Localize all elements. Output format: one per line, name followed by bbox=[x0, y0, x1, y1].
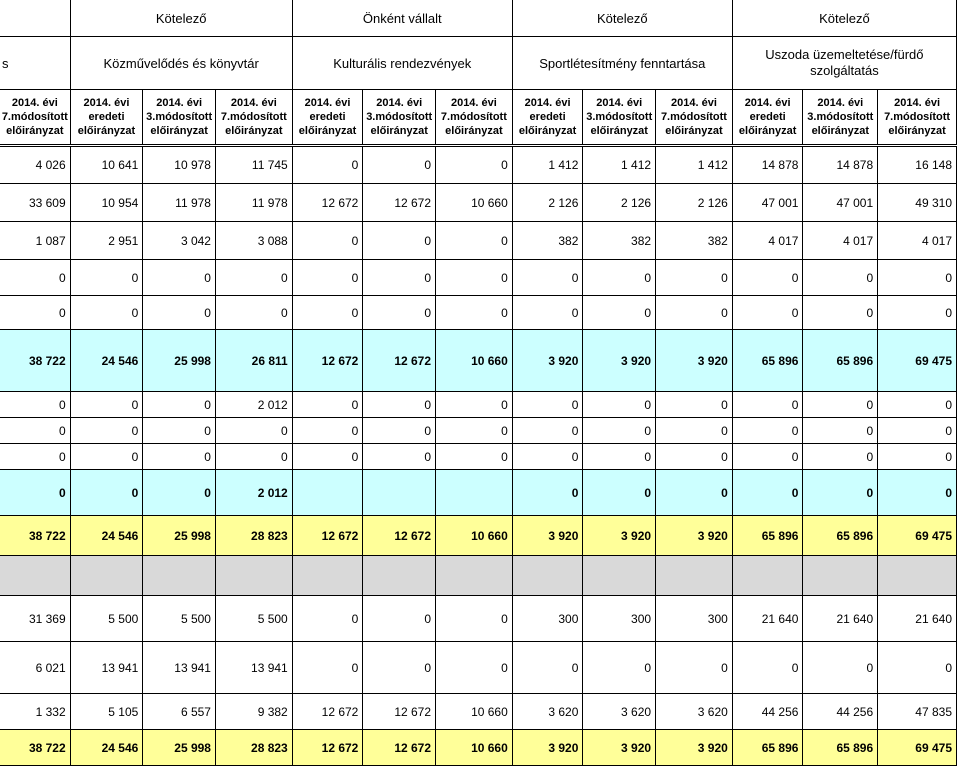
header-cell-empty bbox=[0, 0, 70, 37]
table-cell: 0 bbox=[436, 596, 513, 642]
table-cell: 0 bbox=[656, 260, 733, 296]
column-header bbox=[0, 90, 70, 146]
table-cell: 300 bbox=[656, 596, 733, 642]
table-cell: 0 bbox=[363, 444, 436, 470]
column-header-line: előirányzat bbox=[445, 125, 503, 137]
table-cell bbox=[436, 470, 513, 516]
table-cell: 0 bbox=[583, 392, 656, 418]
table-cell: 0 bbox=[363, 642, 436, 694]
column-header-line: 2014. évi bbox=[671, 97, 717, 109]
table-cell: 14 878 bbox=[732, 146, 803, 184]
table-cell: 5 500 bbox=[215, 596, 292, 642]
column-header-line: eredeti bbox=[529, 111, 566, 123]
table-cell: 69 475 bbox=[878, 516, 957, 556]
table-cell bbox=[512, 556, 583, 596]
function-header-cut: s bbox=[0, 37, 70, 90]
table-cell: 0 bbox=[732, 444, 803, 470]
column-header-line: előirányzat bbox=[888, 125, 946, 137]
table-cell: 0 bbox=[215, 418, 292, 444]
table-cell: 382 bbox=[583, 222, 656, 260]
table-cell: 10 660 bbox=[436, 330, 513, 392]
table-cell: 26 811 bbox=[215, 330, 292, 392]
table-cell: 12 672 bbox=[363, 516, 436, 556]
table-cell: 3 920 bbox=[583, 330, 656, 392]
table-cell bbox=[878, 556, 957, 596]
column-header-line: 2014. évi bbox=[156, 97, 203, 109]
table-cell: 3 620 bbox=[583, 694, 656, 730]
table-cell: 12 672 bbox=[363, 330, 436, 392]
table-cell: 6 021 bbox=[0, 642, 70, 694]
table-cell: 44 256 bbox=[732, 694, 803, 730]
table-cell: 0 bbox=[732, 418, 803, 444]
table-cell: 0 bbox=[436, 418, 513, 444]
table-cell: 0 bbox=[70, 418, 143, 444]
table-cell: 65 896 bbox=[803, 730, 878, 766]
table-cell: 24 546 bbox=[70, 516, 143, 556]
table-cell bbox=[803, 556, 878, 596]
table-cell: 0 bbox=[436, 642, 513, 694]
table-cell bbox=[292, 470, 363, 516]
column-header-line: előirányzat bbox=[150, 125, 208, 137]
table-cell: 0 bbox=[583, 418, 656, 444]
group-header-2: Önként vállalt bbox=[292, 0, 512, 37]
table-cell: 0 bbox=[143, 470, 216, 516]
table-cell: 10 660 bbox=[436, 730, 513, 766]
table-cell: 300 bbox=[512, 596, 583, 642]
table-cell: 16 148 bbox=[878, 146, 957, 184]
column-header-line: eredeti bbox=[309, 111, 346, 123]
column-header-line: eredeti bbox=[749, 111, 786, 123]
table-cell: 11 978 bbox=[143, 184, 216, 222]
table-cell: 1 412 bbox=[656, 146, 733, 184]
table-cell: 11 978 bbox=[215, 184, 292, 222]
table-cell bbox=[0, 556, 70, 596]
table-row bbox=[0, 146, 957, 184]
table-cell: 12 672 bbox=[292, 330, 363, 392]
table-cell: 0 bbox=[803, 392, 878, 418]
column-header bbox=[732, 90, 803, 146]
table-cell: 0 bbox=[436, 392, 513, 418]
column-header-line: 2014. évi bbox=[524, 97, 571, 109]
table-cell: 10 641 bbox=[70, 146, 143, 184]
table-cell: 0 bbox=[215, 260, 292, 296]
table-cell: 6 557 bbox=[143, 694, 216, 730]
table-cell: 65 896 bbox=[732, 330, 803, 392]
column-header bbox=[878, 90, 957, 146]
column-header-row bbox=[0, 90, 957, 146]
table-cell: 5 500 bbox=[70, 596, 143, 642]
column-header-line: 2014. évi bbox=[11, 97, 58, 109]
column-header-line: előirányzat bbox=[6, 125, 64, 137]
table-cell: 0 bbox=[512, 418, 583, 444]
table-cell: 12 672 bbox=[292, 694, 363, 730]
table-cell: 21 640 bbox=[803, 596, 878, 642]
column-header-line: 3.módosított bbox=[807, 111, 874, 123]
table-cell: 0 bbox=[878, 642, 957, 694]
column-header bbox=[292, 90, 363, 146]
table-cell: 3 920 bbox=[512, 330, 583, 392]
table-cell: 0 bbox=[803, 470, 878, 516]
column-header-line: 2014. évi bbox=[817, 97, 864, 109]
function-header-4: Uszoda üzemeltetése/fürdő szolgáltatás bbox=[732, 37, 956, 90]
column-header-line: 2014. évi bbox=[596, 97, 643, 109]
table-cell: 0 bbox=[363, 418, 436, 444]
table-cell: 3 620 bbox=[656, 694, 733, 730]
table-cell: 0 bbox=[363, 596, 436, 642]
table-cell: 0 bbox=[70, 444, 143, 470]
table-cell: 0 bbox=[732, 470, 803, 516]
table-cell: 25 998 bbox=[143, 516, 216, 556]
table-row bbox=[0, 418, 957, 444]
table-cell: 0 bbox=[143, 444, 216, 470]
table-cell: 0 bbox=[292, 642, 363, 694]
table-cell: 0 bbox=[732, 296, 803, 330]
table-cell: 0 bbox=[292, 296, 363, 330]
table-cell: 2 012 bbox=[215, 470, 292, 516]
table-cell: 0 bbox=[656, 418, 733, 444]
table-cell: 38 722 bbox=[0, 516, 70, 556]
table-cell: 3 920 bbox=[512, 730, 583, 766]
table-cell: 38 722 bbox=[0, 330, 70, 392]
table-cell: 0 bbox=[292, 260, 363, 296]
table-cell: 65 896 bbox=[732, 730, 803, 766]
table-cell: 0 bbox=[292, 222, 363, 260]
table-cell: 0 bbox=[878, 260, 957, 296]
table-cell: 10 660 bbox=[436, 184, 513, 222]
column-header bbox=[70, 90, 143, 146]
table-cell: 38 722 bbox=[0, 730, 70, 766]
column-header-line: 2014. évi bbox=[450, 97, 497, 109]
table-cell: 0 bbox=[512, 444, 583, 470]
group-header-1: Kötelező bbox=[70, 0, 292, 37]
table-cell: 0 bbox=[215, 444, 292, 470]
table-cell: 0 bbox=[143, 296, 216, 330]
table-cell: 0 bbox=[0, 418, 70, 444]
table-cell: 49 310 bbox=[878, 184, 957, 222]
column-header-line: 2014. évi bbox=[230, 97, 277, 109]
column-header-line: 2014. évi bbox=[894, 97, 940, 109]
table-body bbox=[0, 146, 957, 766]
table-cell bbox=[292, 556, 363, 596]
table-cell: 5 500 bbox=[143, 596, 216, 642]
table-cell bbox=[143, 556, 216, 596]
table-cell: 0 bbox=[292, 596, 363, 642]
table-cell: 382 bbox=[656, 222, 733, 260]
table-cell: 0 bbox=[363, 296, 436, 330]
table-cell: 21 640 bbox=[878, 596, 957, 642]
table-row bbox=[0, 694, 957, 730]
table-cell bbox=[656, 556, 733, 596]
table-cell: 0 bbox=[583, 296, 656, 330]
table-cell: 0 bbox=[436, 222, 513, 260]
table-cell: 12 672 bbox=[363, 730, 436, 766]
table-cell: 65 896 bbox=[732, 516, 803, 556]
table-cell: 1 412 bbox=[512, 146, 583, 184]
table-cell: 12 672 bbox=[363, 694, 436, 730]
table-cell: 1 087 bbox=[0, 222, 70, 260]
table-cell: 10 978 bbox=[143, 146, 216, 184]
section-divider-row bbox=[0, 556, 957, 596]
table-cell: 12 672 bbox=[363, 184, 436, 222]
table-cell bbox=[583, 556, 656, 596]
table-cell: 24 546 bbox=[70, 730, 143, 766]
column-header-line: előirányzat bbox=[590, 125, 648, 137]
table-cell: 4 017 bbox=[878, 222, 957, 260]
table-cell: 13 941 bbox=[70, 642, 143, 694]
subtotal-row bbox=[0, 470, 957, 516]
table-cell: 2 126 bbox=[656, 184, 733, 222]
table-cell: 0 bbox=[656, 642, 733, 694]
table-cell: 0 bbox=[512, 296, 583, 330]
table-row bbox=[0, 596, 957, 642]
column-header-line: 2014. évi bbox=[376, 97, 423, 109]
table-cell: 33 609 bbox=[0, 184, 70, 222]
table-cell bbox=[363, 470, 436, 516]
table-cell: 0 bbox=[583, 444, 656, 470]
group-header-row bbox=[0, 0, 957, 37]
table-cell: 65 896 bbox=[803, 330, 878, 392]
table-cell: 0 bbox=[0, 296, 70, 330]
column-header bbox=[143, 90, 216, 146]
column-header-line: 2014. évi bbox=[83, 97, 130, 109]
table-cell: 0 bbox=[363, 222, 436, 260]
table-cell: 3 920 bbox=[656, 730, 733, 766]
table-cell bbox=[363, 556, 436, 596]
table-cell: 69 475 bbox=[878, 330, 957, 392]
table-cell: 3 920 bbox=[656, 330, 733, 392]
table-row bbox=[0, 642, 957, 694]
column-header-line: eredeti bbox=[88, 111, 125, 123]
table-cell: 5 105 bbox=[70, 694, 143, 730]
group-header-4: Kötelező bbox=[732, 0, 956, 37]
table-cell: 0 bbox=[70, 392, 143, 418]
table-row bbox=[0, 184, 957, 222]
table-cell: 0 bbox=[143, 392, 216, 418]
column-header-line: előirányzat bbox=[811, 125, 870, 137]
table-cell: 0 bbox=[583, 260, 656, 296]
table-cell: 4 017 bbox=[732, 222, 803, 260]
table-cell: 0 bbox=[292, 444, 363, 470]
table-row bbox=[0, 392, 957, 418]
column-header-line: előirányzat bbox=[518, 125, 577, 137]
column-header-line: előirányzat bbox=[370, 125, 428, 137]
table-cell bbox=[436, 556, 513, 596]
column-header bbox=[436, 90, 513, 146]
table-cell: 12 672 bbox=[292, 184, 363, 222]
table-cell: 3 620 bbox=[512, 694, 583, 730]
table-cell: 65 896 bbox=[803, 516, 878, 556]
column-header-line: 2014. évi bbox=[304, 97, 351, 109]
column-header-line: 2014. évi bbox=[744, 97, 791, 109]
table-cell: 0 bbox=[878, 470, 957, 516]
column-header-line: 7.módosított bbox=[660, 111, 727, 123]
column-header-line: 7.módosított bbox=[884, 111, 951, 123]
total-row bbox=[0, 516, 957, 556]
table-cell: 0 bbox=[732, 260, 803, 296]
table-cell: 0 bbox=[656, 296, 733, 330]
column-header bbox=[583, 90, 656, 146]
table-cell: 13 941 bbox=[215, 642, 292, 694]
table-cell: 0 bbox=[656, 392, 733, 418]
table-cell: 0 bbox=[878, 296, 957, 330]
table-cell: 2 126 bbox=[583, 184, 656, 222]
table-cell: 0 bbox=[512, 260, 583, 296]
table-cell: 44 256 bbox=[803, 694, 878, 730]
table-cell: 0 bbox=[803, 642, 878, 694]
column-header bbox=[363, 90, 436, 146]
table-cell: 24 546 bbox=[70, 330, 143, 392]
table-cell: 47 001 bbox=[732, 184, 803, 222]
table-cell: 0 bbox=[292, 418, 363, 444]
table-cell: 0 bbox=[0, 392, 70, 418]
table-cell: 0 bbox=[512, 470, 583, 516]
table-cell: 3 920 bbox=[512, 516, 583, 556]
table-cell: 0 bbox=[436, 146, 513, 184]
column-header-line: előirányzat bbox=[738, 125, 797, 137]
table-cell: 0 bbox=[292, 146, 363, 184]
table-cell: 0 bbox=[436, 444, 513, 470]
column-header bbox=[803, 90, 878, 146]
table-cell bbox=[70, 556, 143, 596]
table-cell: 47 835 bbox=[878, 694, 957, 730]
table-cell: 10 660 bbox=[436, 516, 513, 556]
table-cell: 0 bbox=[512, 392, 583, 418]
table-cell bbox=[732, 556, 803, 596]
table-cell: 0 bbox=[436, 296, 513, 330]
table-cell: 0 bbox=[512, 642, 583, 694]
table-row bbox=[0, 296, 957, 330]
column-header bbox=[656, 90, 733, 146]
table-cell: 12 672 bbox=[292, 730, 363, 766]
column-header-line: előirányzat bbox=[298, 125, 357, 137]
table-cell: 0 bbox=[878, 392, 957, 418]
total-row bbox=[0, 730, 957, 766]
table-cell: 382 bbox=[512, 222, 583, 260]
table-cell: 2 951 bbox=[70, 222, 143, 260]
table-cell: 0 bbox=[803, 418, 878, 444]
table-cell: 0 bbox=[732, 392, 803, 418]
table-cell: 25 998 bbox=[143, 730, 216, 766]
group-header-3: Kötelező bbox=[512, 0, 732, 37]
table-cell: 9 382 bbox=[215, 694, 292, 730]
table-cell: 300 bbox=[583, 596, 656, 642]
table-cell: 0 bbox=[363, 260, 436, 296]
column-header-line: 7.módosított bbox=[1, 111, 68, 123]
table-cell: 0 bbox=[292, 392, 363, 418]
table-cell: 4 017 bbox=[803, 222, 878, 260]
column-header-line: 7.módosított bbox=[220, 111, 287, 123]
table-cell: 13 941 bbox=[143, 642, 216, 694]
table-cell: 0 bbox=[363, 146, 436, 184]
table-cell: 0 bbox=[583, 470, 656, 516]
function-header-1: Közművelődés és könyvtár bbox=[70, 37, 292, 90]
table-cell: 3 088 bbox=[215, 222, 292, 260]
column-header-line: előirányzat bbox=[77, 125, 136, 137]
table-cell: 1 412 bbox=[583, 146, 656, 184]
table-cell: 2 126 bbox=[512, 184, 583, 222]
table-cell: 10 954 bbox=[70, 184, 143, 222]
table-cell: 0 bbox=[143, 260, 216, 296]
table-cell: 0 bbox=[0, 470, 70, 516]
table-cell: 12 672 bbox=[292, 516, 363, 556]
column-header-line: 3.módosított bbox=[586, 111, 653, 123]
table-cell: 47 001 bbox=[803, 184, 878, 222]
table-cell: 0 bbox=[583, 642, 656, 694]
table-cell: 3 920 bbox=[583, 516, 656, 556]
table-cell: 0 bbox=[803, 296, 878, 330]
table-cell: 28 823 bbox=[215, 730, 292, 766]
table-cell: 21 640 bbox=[732, 596, 803, 642]
table-cell: 0 bbox=[803, 444, 878, 470]
table-cell: 3 920 bbox=[583, 730, 656, 766]
column-header-line: előirányzat bbox=[665, 125, 723, 137]
column-header-line: 3.módosított bbox=[366, 111, 433, 123]
table-cell: 0 bbox=[732, 642, 803, 694]
table-cell: 10 660 bbox=[436, 694, 513, 730]
table-cell: 0 bbox=[70, 470, 143, 516]
table-cell: 0 bbox=[363, 392, 436, 418]
table-row bbox=[0, 444, 957, 470]
table-cell: 0 bbox=[0, 444, 70, 470]
table-cell: 25 998 bbox=[143, 330, 216, 392]
column-header-line: 7.módosított bbox=[440, 111, 507, 123]
table-row bbox=[0, 260, 957, 296]
table-cell: 0 bbox=[143, 418, 216, 444]
table-cell: 2 012 bbox=[215, 392, 292, 418]
table-cell: 0 bbox=[0, 260, 70, 296]
table-cell: 28 823 bbox=[215, 516, 292, 556]
table-cell: 0 bbox=[656, 444, 733, 470]
table-cell bbox=[215, 556, 292, 596]
table-cell: 69 475 bbox=[878, 730, 957, 766]
table-cell: 3 042 bbox=[143, 222, 216, 260]
subtotal-row bbox=[0, 330, 957, 392]
table-cell: 0 bbox=[878, 444, 957, 470]
column-header bbox=[215, 90, 292, 146]
table-cell: 0 bbox=[803, 260, 878, 296]
table-cell: 0 bbox=[70, 260, 143, 296]
column-header bbox=[512, 90, 583, 146]
table-row bbox=[0, 222, 957, 260]
function-header-3: Sportlétesítmény fenntartása bbox=[512, 37, 732, 90]
table-cell: 0 bbox=[656, 470, 733, 516]
column-header-line: 3.módosított bbox=[146, 111, 213, 123]
table-cell: 0 bbox=[878, 418, 957, 444]
table-cell: 0 bbox=[70, 296, 143, 330]
function-header-row bbox=[0, 37, 957, 90]
table-cell: 14 878 bbox=[803, 146, 878, 184]
table-cell: 11 745 bbox=[215, 146, 292, 184]
table-cell: 4 026 bbox=[0, 146, 70, 184]
table-cell: 1 332 bbox=[0, 694, 70, 730]
function-header-2: Kulturális rendezvények bbox=[292, 37, 512, 90]
table-cell: 0 bbox=[215, 296, 292, 330]
table-cell: 31 369 bbox=[0, 596, 70, 642]
table-cell: 0 bbox=[436, 260, 513, 296]
table-cell: 3 920 bbox=[656, 516, 733, 556]
column-header-line: előirányzat bbox=[225, 125, 283, 137]
